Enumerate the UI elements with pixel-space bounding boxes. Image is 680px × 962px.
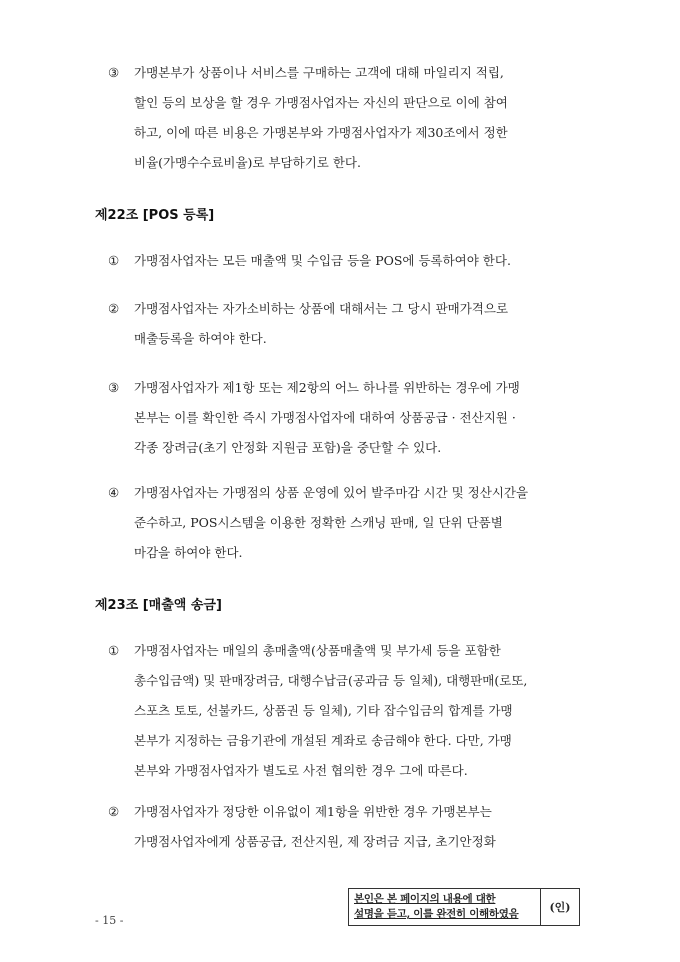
- clause-text: 가맹점사업자가 정당한 이유없이 제1항을 위반한 경우 가맹본부는: [134, 804, 492, 819]
- clause-text: 스포츠 토토, 선불카드, 상품권 등 일체), 기타 잡수입금의 합계를 가맹: [134, 703, 513, 718]
- clause-line: [108, 373, 584, 403]
- confirmation-box: [348, 888, 580, 926]
- clause-line: [108, 433, 584, 463]
- clause-number: ①: [108, 643, 120, 658]
- clause-text: 마감을 하여야 한다.: [134, 545, 243, 560]
- clause-text: 할인 등의 보상을 할 경우 가맹점사업자는 자신의 판단으로 이에 참여: [134, 95, 508, 110]
- seal-field[interactable]: (인): [540, 889, 579, 925]
- clause-line: [108, 538, 584, 568]
- clause-line: [108, 324, 584, 354]
- clause-number: ④: [108, 485, 120, 500]
- intro-clause: [108, 58, 584, 178]
- clause-line: [108, 636, 584, 666]
- clause-line: [108, 726, 584, 756]
- clause-line: [108, 246, 584, 276]
- clause-text: 가맹점사업자가 제1항 또는 제2항의 어느 하나를 위반하는 경우에 가맹: [134, 380, 520, 395]
- clause-number: ②: [108, 301, 120, 316]
- clause-text: 본부가 지정하는 금융기관에 개설된 계좌로 송금해야 한다. 다만, 가맹: [134, 733, 512, 748]
- page-number: - 15 -: [95, 914, 124, 927]
- clause-text: 매출등록을 하여야 한다.: [134, 331, 267, 346]
- clause-number: ③: [108, 380, 120, 395]
- clause-number: ①: [108, 253, 120, 268]
- clause-text: 가맹점사업자는 모든 매출액 및 수입금 등을 POS에 등록하여야 한다.: [134, 253, 511, 268]
- clause-line: [108, 478, 584, 508]
- clause-text: 가맹점사업자는 가맹점의 상품 운영에 있어 발주마감 시간 및 정산시간을: [134, 485, 529, 500]
- confirmation-line: 본인은 본 페이지의 내용에 대한: [354, 893, 496, 905]
- clause-text: 본부와 가맹점사업자가 별도로 사전 협의한 경우 그에 따른다.: [134, 763, 468, 778]
- clause-text: 가맹점사업자에게 상품공급, 전산지원, 제 장려금 지급, 초기안정화: [134, 834, 496, 849]
- article-23-clause-2: [108, 797, 584, 857]
- article-22-clause-2: [108, 294, 584, 354]
- article-22-clause-1: [108, 246, 584, 276]
- clause-line: [108, 666, 584, 696]
- clause-number: ③: [108, 65, 120, 80]
- clause-text: 비율(가맹수수료비율)로 부담하기로 한다.: [134, 155, 361, 170]
- clause-text: 가맹점사업자는 자가소비하는 상품에 대해서는 그 당시 판매가격으로: [134, 301, 509, 316]
- clause-line: [108, 58, 584, 88]
- clause-text: 각종 장려금(초기 안정화 지원금 포함)을 중단할 수 있다.: [134, 440, 442, 455]
- article-22-title: 제22조 [POS 등록]: [95, 208, 215, 223]
- clause-number: ②: [108, 804, 120, 819]
- confirmation-line: 설명을 듣고, 이를 완전히 이해하였음: [354, 908, 519, 920]
- clause-line: [108, 118, 584, 148]
- article-23-title: 제23조 [매출액 송금]: [95, 598, 222, 613]
- clause-line: [108, 696, 584, 726]
- clause-line: [108, 148, 584, 178]
- article-22-clause-3: [108, 373, 584, 463]
- clause-text: 본부는 이를 확인한 즉시 가맹점사업자에 대하여 상품공급 · 전산지원 ·: [134, 410, 516, 425]
- clause-line: [108, 756, 584, 786]
- clause-text: 총수입금액) 및 판매장려금, 대행수납금(공과금 등 일체), 대행판매(로또,: [134, 673, 528, 688]
- article-23-clause-1: [108, 636, 584, 786]
- clause-line: [108, 88, 584, 118]
- clause-line: [108, 403, 584, 433]
- clause-text: 준수하고, POS시스템을 이용한 정확한 스캐닝 판매, 일 단위 단품별: [134, 515, 503, 530]
- confirmation-statement: [349, 889, 540, 925]
- article-22-clause-4: [108, 478, 584, 568]
- clause-line: [108, 294, 584, 324]
- clause-text: 가맹점사업자는 매일의 총매출액(상품매출액 및 부가세 등을 포함한: [134, 643, 501, 658]
- clause-text: 하고, 이에 따른 비용은 가맹본부와 가맹점사업자가 제30조에서 정한: [134, 125, 508, 140]
- clause-line: [108, 797, 584, 827]
- clause-text: 가맹본부가 상품이나 서비스를 구매하는 고객에 대해 마일리지 적립,: [134, 65, 504, 80]
- clause-line: [108, 508, 584, 538]
- clause-line: [108, 827, 584, 857]
